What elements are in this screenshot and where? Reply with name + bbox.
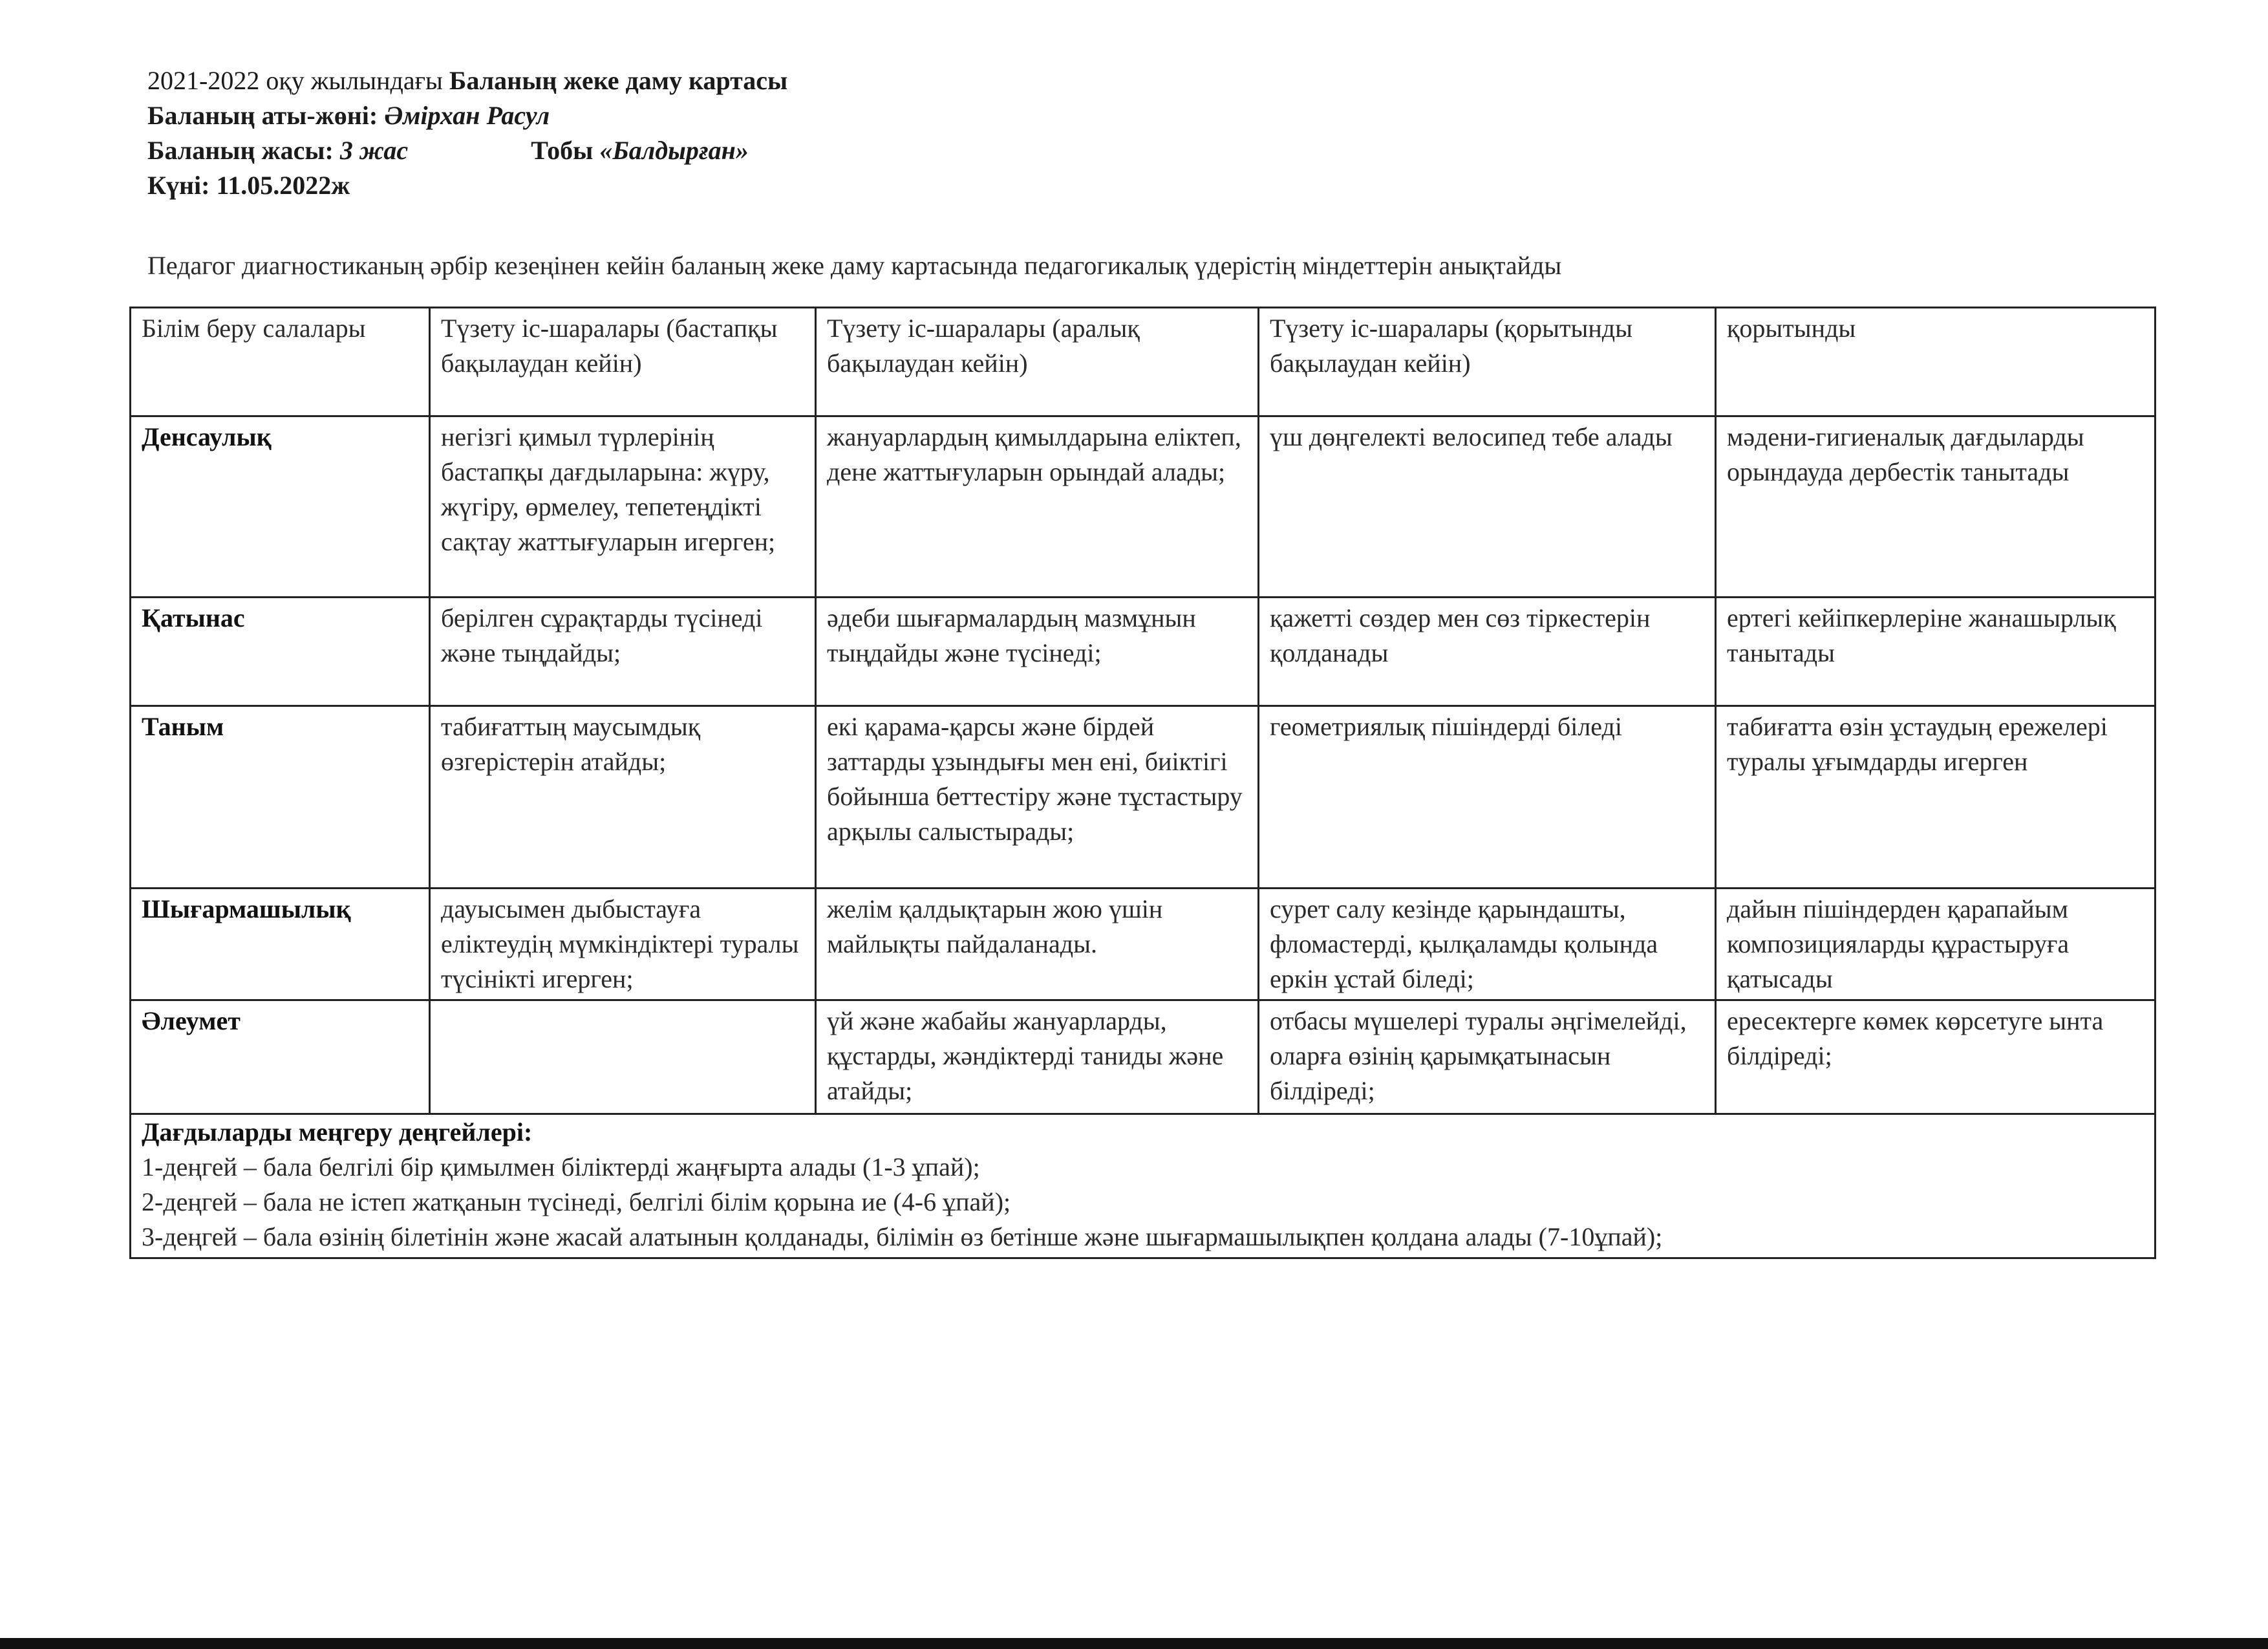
name-value: Әмірхан Расул: [384, 101, 550, 130]
group-value: «Балдырған»: [599, 136, 749, 165]
levels-title: Дағдыларды меңгеру деңгейлері:: [142, 1117, 533, 1147]
table-row: [131, 416, 2156, 598]
area-cell: Қатынас: [131, 598, 430, 706]
intro-text: Педагог диагностиканың әрбір кезеңінен кейін баланың жеке даму картасында педагогикалық үдерістің міндеттерін анықтайды: [147, 251, 1562, 280]
doc-title: Баланың жеке даму картасы: [449, 66, 788, 95]
header-cell-initial: Түзету іс-шаралары (бастапқы бақылаудан кейін): [430, 308, 816, 416]
title-line: [147, 63, 2152, 98]
conclusion-cell: ертегі кейіпкерлеріне жанашырлық танытады: [1716, 598, 2156, 706]
table-row: [131, 889, 2156, 1000]
area-cell: Денсаулық: [131, 416, 430, 598]
final-cell: отбасы мүшелері туралы әңгімелейді, оларға өзінің қарымқатынасын білдіреді;: [1259, 1000, 1716, 1114]
final-cell: сурет салу кезінде қарындашты, фломастерді, қылқаламды қолында еркін ұстай біледі;: [1259, 889, 1716, 1000]
conclusion-cell: мәдени-гигиеналық дағдыларды орындауда дербестік танытады: [1716, 416, 2156, 598]
area-cell: Таным: [131, 706, 430, 889]
area-cell: Шығармашылық: [131, 889, 430, 1000]
intermediate-cell: екі қарама-қарсы және бірдей заттарды ұзындығы мен ені, биіктігі бойынша беттестіру және тұстастыру арқылы салыстырады;: [816, 706, 1259, 889]
final-cell: қажетті сөздер мен сөз тіркестерін қолданады: [1259, 598, 1716, 706]
conclusion-cell: дайын пішіндерден қарапайым композицияларды құрастыруға қатысады: [1716, 889, 2156, 1000]
age-label: Баланың жасы:: [147, 136, 334, 165]
level-item: 2-деңгей – бала не істеп жатқанын түсінеді, белгілі білім қорына ие (4-6 ұпай);: [142, 1187, 1011, 1216]
date-line: [147, 168, 2152, 203]
intermediate-cell: үй және жабайы жануарларды, құстарды, жәндіктерді таниды және атайды;: [816, 1000, 1259, 1114]
name-line: [147, 98, 2152, 133]
table-row: [131, 1000, 2156, 1114]
area-cell: Әлеумет: [131, 1000, 430, 1114]
header-cell-intermediate: Түзету іс-шаралары (аралық бақылаудан кейін): [816, 308, 1259, 416]
intermediate-cell: жануарлардың қимылдарына еліктеп, дене жаттығуларын орындай алады;: [816, 416, 1259, 598]
table-row: [131, 706, 2156, 889]
age-value: 3 жас: [339, 136, 409, 165]
intermediate-cell: желім қалдықтарын жою үшін майлықты пайдаланады.: [816, 889, 1259, 1000]
initial-cell: берілген сұрақтарды түсінеді және тыңдайды;: [430, 598, 816, 706]
levels-row: [131, 1114, 2156, 1258]
levels-cell: [131, 1114, 2156, 1258]
document-header: [147, 63, 2152, 203]
year-prefix: 2021-2022 оқу жылындағы: [147, 66, 443, 95]
level-item: 1-деңгей – бала белгілі бір қимылмен біліктерді жаңғырта алады (1-3 ұпай);: [142, 1152, 980, 1181]
development-card-table: [129, 307, 2156, 1259]
initial-cell: негізгі қимыл түрлерінің бастапқы дағдыларына: жүру, жүгіру, өрмелеу, тепетеңдікті сақтау жаттығуларын игерген;: [430, 416, 816, 598]
age-line: [147, 133, 2152, 168]
initial-cell: [430, 1000, 816, 1114]
header-cell-final: Түзету іс-шаралары (қорытынды бақылаудан кейін): [1259, 308, 1716, 416]
conclusion-cell: ересектерге көмек көрсетуге ынта білдіреді;: [1716, 1000, 2156, 1114]
initial-cell: дауысымен дыбыстауға еліктеудің мүмкіндіктері туралы түсінікті игерген;: [430, 889, 816, 1000]
table-row: [131, 598, 2156, 706]
name-label: Баланың аты-жөні:: [147, 101, 378, 130]
initial-cell: табиғаттың маусымдық өзгерістерін атайды;: [430, 706, 816, 889]
conclusion-cell: табиғатта өзін ұстаудың ережелері туралы ұғымдарды игерген: [1716, 706, 2156, 889]
final-cell: геометриялық пішіндерді біледі: [1259, 706, 1716, 889]
table-header-row: [131, 308, 2156, 416]
intermediate-cell: әдеби шығармалардың мазмұнын тыңдайды және түсінеді;: [816, 598, 1259, 706]
date-label: Күні:: [147, 171, 210, 200]
header-cell-conclusion: қорытынды: [1716, 308, 2156, 416]
final-cell: үш дөңгелекті велосипед тебе алады: [1259, 416, 1716, 598]
group-label: Тобы: [531, 136, 594, 165]
level-item: 3-деңгей – бала өзінің білетінін және жасай алатынын қолданады, білімін өз бетінше және шығармашылықпен қолдана алады (7-10ұпай);: [142, 1222, 1663, 1251]
scan-bottom-edge: [0, 1638, 2268, 1649]
header-cell-areas: Білім беру салалары: [131, 308, 430, 416]
date-value: 11.05.2022ж: [216, 171, 350, 200]
